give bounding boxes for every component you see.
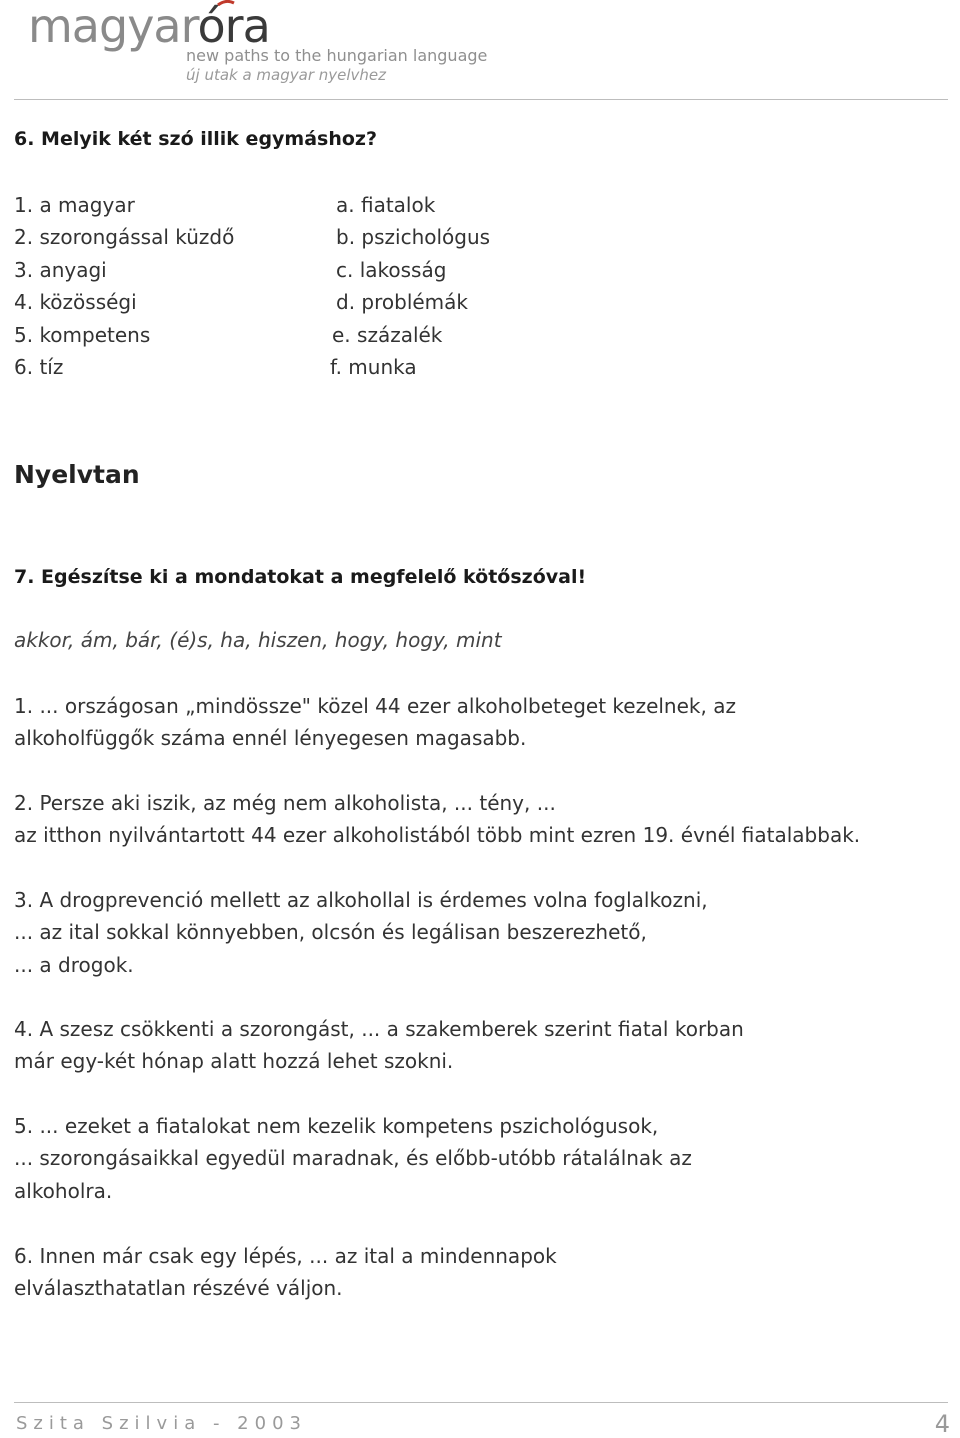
exercise-7-sentence-6 (14, 1240, 946, 1305)
match-left-item: 2. szorongással küzdő (14, 225, 235, 250)
exercise-7-sentence-2 (14, 787, 946, 852)
match-right-item: d. problémák (336, 290, 469, 315)
match-right-item: c. lakosság (336, 257, 447, 282)
sentence-line: ... szorongásaikkal egyedül maradnak, és előbb-utóbb rátalálnak az (14, 1146, 692, 1171)
match-left-item: 1. a magyar (14, 193, 135, 217)
exercise-7-title: 7. Egészítse ki a mondatokat a megfelelő kötőszóval! (14, 566, 587, 588)
logo-main-text: magyar (28, 0, 198, 53)
sentence-line: 6. Innen már csak egy lépés, ... az ital a mindennapok (14, 1244, 557, 1268)
sentence-line: 2. Persze aki iszik, az még nem alkoholista, ... tény, ... (14, 791, 556, 815)
exercise-7-sentence-1 (14, 690, 946, 755)
exercise-7-sentence-4 (14, 1013, 946, 1078)
match-left-item: 4. közösségi (14, 290, 137, 315)
footer-divider (14, 1402, 948, 1403)
word-bank: akkor, ám, bár, (é)s, ha, hiszen, hogy, hogy, mint (14, 628, 502, 652)
header-divider (14, 99, 948, 100)
sentence-line: 5. ... ezeket a fiatalokat nem kezelik kompetens pszichológusok, (14, 1114, 659, 1138)
footer-author: Szita Szilvia - 2003 (16, 1413, 307, 1434)
sentence-line: alkoholra. (14, 1178, 113, 1203)
exercise-6-title: 6. Melyik két szó illik egymáshoz? (14, 128, 378, 150)
page-number: 4 (934, 1410, 950, 1438)
sentence-line: az itthon nyilvántartott 44 ezer alkoholistából több mint ezren 19. évnél fiatalabbak. (14, 823, 861, 848)
match-left-item: 6. tíz (14, 354, 64, 379)
sentence-line: 1. ... országosan „mindössze" közel 44 ezer alkoholbeteget kezelnek, az (14, 694, 736, 718)
exercise-7-sentence-3 (14, 884, 946, 981)
sentence-line: ... az ital sokkal könnyebben, olcsón és legálisan beszerezhető, (14, 920, 647, 945)
sentence-line: ... a drogok. (14, 952, 134, 977)
matching-right-column (332, 192, 490, 386)
sentence-line: alkoholfüggők száma ennél lényegesen magasabb. (14, 726, 527, 751)
match-right-item: f. munka (330, 354, 417, 379)
magyarora-logo (28, 0, 268, 52)
sentence-line: 3. A drogprevenció mellett az alkohollal is érdemes volna foglalkozni, (14, 888, 708, 912)
page-header (0, 0, 960, 100)
logo-accent-mark-icon (216, 0, 236, 6)
tagline-english: new paths to the hungarian language (186, 46, 488, 65)
match-right-item: e. százalék (332, 322, 443, 347)
match-right-item: a. fiatalok (336, 193, 436, 217)
match-right-item: b. pszichológus (336, 225, 491, 250)
matching-left-column (14, 192, 234, 386)
exercise-7-sentence-5 (14, 1110, 946, 1207)
section-title-grammar: Nyelvtan (14, 460, 140, 489)
match-left-item: 5. kompetens (14, 322, 151, 347)
sentence-line: már egy-két hónap alatt hozzá lehet szokni. (14, 1049, 454, 1074)
match-left-item: 3. anyagi (14, 257, 107, 282)
tagline-hungarian: új utak a magyar nyelvhez (186, 66, 387, 84)
sentence-line: 4. A szesz csökkenti a szorongást, ... a szakemberek szerint fiatal korban (14, 1017, 744, 1041)
logo-accent-text: óra (197, 0, 270, 53)
sentence-line: elválaszthatatlan részévé váljon. (14, 1276, 343, 1301)
